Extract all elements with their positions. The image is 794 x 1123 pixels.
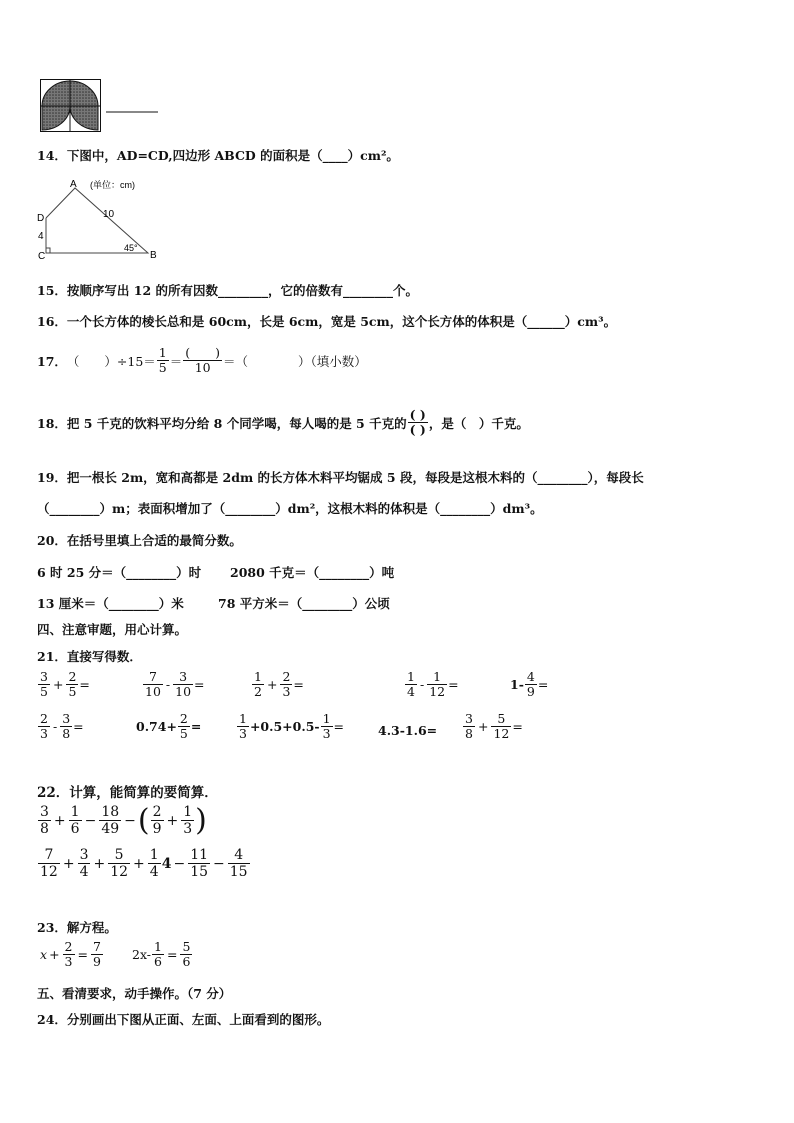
q21-e1: $\frac{3}{5}$ + $\frac{2}{5}$ = xyxy=(40,669,90,700)
q20-c: 13 厘米＝（________）米 xyxy=(37,596,184,611)
q16-text: 16．一个长方体的棱长总和是 60cm，长是 6cm，宽是 5cm，这个长方体的体积是（______）cm³。 xyxy=(37,314,617,329)
q21-e5: 1- $\frac{4}{9}$ = xyxy=(510,669,549,700)
q15-text: 15．按顺序写出 12 的所有因数________，它的倍数有________个。 xyxy=(37,283,419,298)
q21-e3: $\frac{1}{2}$ + $\frac{2}{3}$ = xyxy=(254,669,304,700)
q19-line2: （________）m；表面积增加了（________）dm²，这根木料的体积是（________）dm³。 xyxy=(37,501,543,516)
q17-row: 17． （ ）÷15＝ $\frac{1}{5}$ ＝ $\frac{( )}{10}$ ＝（ ）（填小数） xyxy=(37,345,367,376)
q23-text: 23．解方程。 xyxy=(37,920,117,935)
label-4: 4 xyxy=(38,231,44,242)
q21-e10: $\frac{3}{8}$ + $\frac{5}{12}$ = xyxy=(465,711,523,742)
label-d: D xyxy=(37,213,45,224)
q22-expr2: $\frac{7}{12}$ + $\frac{3}{4}$ + $\frac{5}{12}$ + $\frac{1}{4}$ 4 − $\frac{11}{15}$ − $\frac{4}{15}$ xyxy=(40,847,248,881)
q21-e4: $\frac{1}{4}$ - $\frac{1}{12}$ = xyxy=(407,669,459,700)
circle-quarter-figure xyxy=(40,79,162,134)
q21-text: 21．直接写得数． xyxy=(37,649,142,664)
q21-e9: 4.3-1.6= xyxy=(378,723,438,738)
q18-row: 18． 把 5 千克的饮料平均分给 8 个同学喝，每人喝的是 5 千克的 $\frac{( )}{( )}$ ，是（ ）千克。 xyxy=(37,407,529,438)
q20-text: 20．在括号里填上合适的最简分数。 xyxy=(37,533,242,548)
q19-line1: 19．把一根长 2m，宽和高都是 2dm 的长方体木料平均锯成 5 段，每段是这根木料的（________），每段长 xyxy=(37,470,644,485)
section-5-heading: 五、看清要求，动手操作。（7 分） xyxy=(37,986,232,1001)
section-4-heading: 四、注意审题，用心计算。 xyxy=(37,622,188,637)
q23-eq2: 2x- $\frac{1}{6}$ = $\frac{5}{6}$ xyxy=(132,939,191,970)
angle-label: 45° xyxy=(124,243,138,253)
q21-e7: 0.74+ $\frac{2}{5}$ = xyxy=(136,711,202,742)
unit-note: (单位：cm) xyxy=(90,180,135,190)
label-c: C xyxy=(38,251,46,262)
q20-a: 6 时 25 分＝（________）时 xyxy=(37,565,202,580)
label-b: B xyxy=(150,250,157,261)
q20-b: 2080 千克＝（________）吨 xyxy=(230,565,395,580)
label-a: A xyxy=(70,179,77,190)
q21-e2: $\frac{7}{10}$ - $\frac{3}{10}$ = xyxy=(145,669,205,700)
q21-e8: $\frac{1}{3}$ +0.5+0.5- $\frac{1}{3}$ = xyxy=(239,711,345,742)
quadrilateral-abcd-figure xyxy=(36,176,196,262)
q20-d: 78 平方米＝（________）公顷 xyxy=(218,596,390,611)
q24-text: 24．分别画出下图从正面、左面、上面看到的图形。 xyxy=(37,1012,330,1027)
q23-eq1: x + $\frac{2}{3}$ = $\frac{7}{9}$ xyxy=(40,939,101,970)
q22-expr1: $\frac{3}{8}$ + $\frac{1}{6}$ − $\frac{18}{49}$ − ( $\frac{2}{9}$ + $\frac{1}{3}$ ) xyxy=(40,802,207,838)
q21-e6: $\frac{2}{3}$ - $\frac{3}{8}$ = xyxy=(40,711,84,742)
q22-text: 22．计算，能简算的要简算． xyxy=(37,785,218,801)
label-10: 10 xyxy=(103,209,115,220)
q14-text: 14．下图中，AD=CD,四边形 ABCD 的面积是（____）cm²。 xyxy=(37,148,399,163)
